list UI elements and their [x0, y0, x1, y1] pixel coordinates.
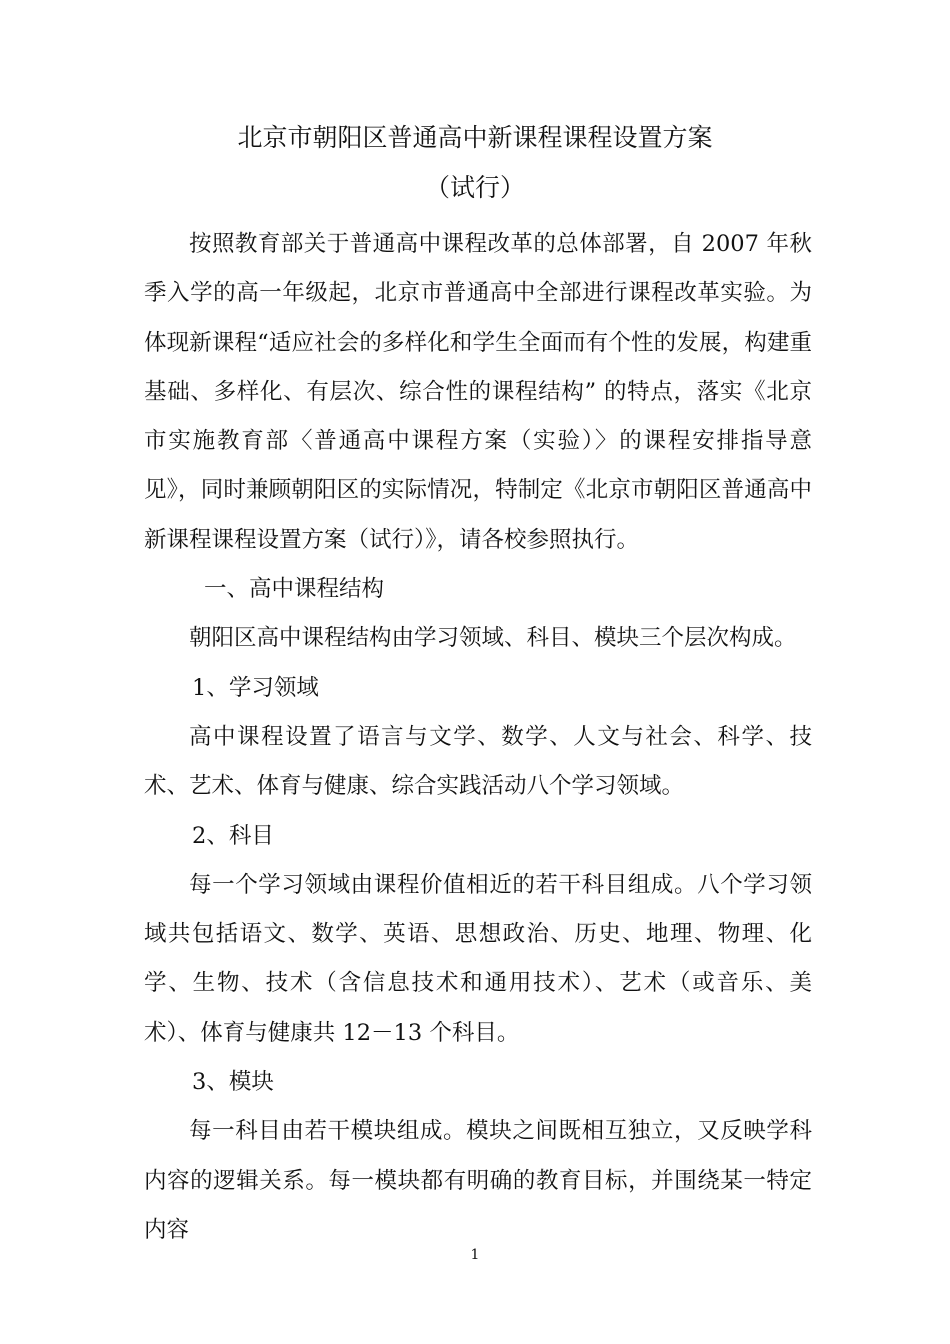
document-body: [144, 220, 812, 1255]
intro-paragraph: 按照教育部关于普通高中课程改革的总体部署，自 2007 年秋季入学的高一年级起，北京市普通高中全部进行课程改革实验。为体现新课程“适应社会的多样化和学生全面而有个性的发展，构建重基础、多样化、有层次、综合性的课程结构” 的特点，落实《北京市实施教育部〈普通高中课程方案（实验）〉的课程安排指导意见》，同时兼顾朝阳区的实际情况，特制定《北京市朝阳区普通高中新课程课程设置方案（试行）》，请各校参照执行。: [144, 231, 812, 553]
subheading-subjects: 2、科目: [192, 822, 274, 849]
subjects-paragraph: 每一个学习领域由课程价值相近的若干科目组成。八个学习领域共包括语文、数学、英语、思想政治、历史、地理、物理、化学、生物、技术（含信息技术和通用技术）、艺术（或音乐、美术）、体育与健康共 12－13 个科目。: [144, 871, 812, 1046]
modules-paragraph: 每一科目由若干模块组成。模块之间既相互独立，又反映学科内容的逻辑关系。每一模块都有明确的教育目标，并围绕某一特定内容: [144, 1118, 812, 1243]
learning-areas-paragraph: 高中课程设置了语言与文学、数学、人文与社会、科学、技术、艺术、体育与健康、综合实践活动八个学习领域。: [144, 723, 812, 800]
subheading-modules: 3、模块: [192, 1069, 274, 1096]
page-subtitle: （试行）: [424, 173, 525, 202]
subheading-learning-areas: 1、学习领域: [192, 674, 319, 701]
section-heading-course-structure: 一、高中课程结构: [204, 576, 385, 603]
structure-paragraph: 朝阳区高中课程结构由学习领域、科目、模块三个层次构成。: [189, 625, 797, 652]
page-title: 北京市朝阳区普通高中新课程课程设置方案: [237, 123, 713, 152]
page-number: 1: [470, 1247, 480, 1263]
